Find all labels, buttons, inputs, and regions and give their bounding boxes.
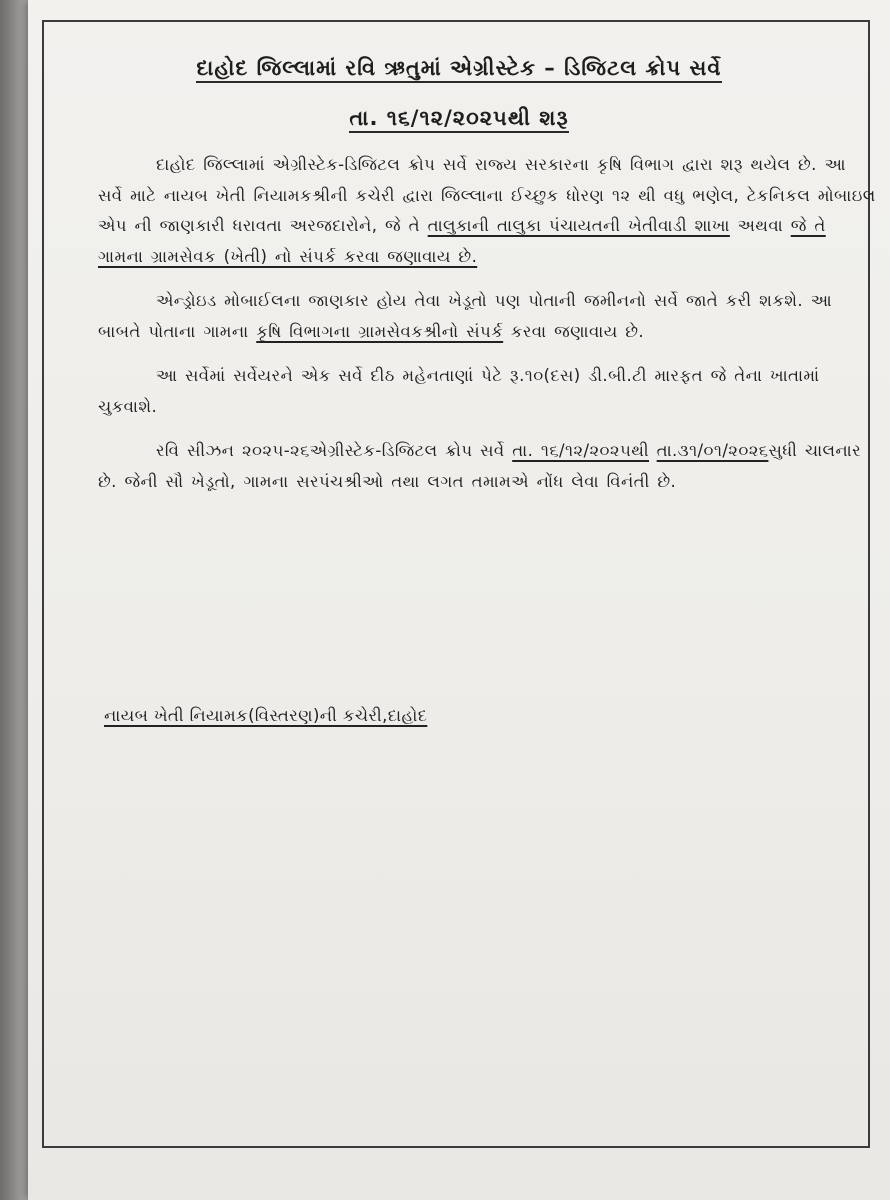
- document-title: [28, 56, 890, 81]
- paper-sheet: [28, 0, 890, 1200]
- p1-underlined-gramsevak: જે તે ગામના ગ્રામસેવક (ખેતી) નો સંપર્ક કરવા જણાવાય છે.: [98, 216, 826, 266]
- document-body: [98, 150, 876, 511]
- p2-text-c: કરવા જણાવાય છે.: [503, 321, 645, 341]
- p1-text-a: દાહોદ જિલ્લામાં એગ્રીસ્ટેક-ડિજિટલ ક્રોપ સર્વે રાજ્ય સરકારના કૃષિ વિભાગ દ્વારા શરૂ થયેલ છે. આ સર્વે માટે નાયબ ખેતી નિયામકશ્રીની કચેરી દ્વારા જિલ્લાના ઈચ્છુક ધોરણ ૧૨ થી વધુ ભણેલ, ટેકનિકલ મોબાઇલ એપ ની જાણકારી ધરાવતા અરજદારોને, જે તે: [98, 155, 876, 235]
- signature-office: નાયબ ખેતી નિયામક(વિસ્તરણ)ની કચેરી,દાહોદ: [104, 706, 428, 725]
- p2-underlined-contact: કૃષિ વિભાગના ગ્રામસેવકશ્રીનો સંપર્ક: [256, 321, 504, 341]
- p4-text-c: [649, 441, 657, 460]
- p4-end-date: તા.૩૧/૦૧/૨૦૨૬: [656, 441, 769, 460]
- document-title-text: દાહોદ જિલ્લામાં રવિ ઋતુમાં એગ્રીસ્ટેક – ડિજિટલ ક્રોપ સર્વે: [196, 56, 721, 83]
- p1-text-c: અથવા: [729, 216, 791, 235]
- document-subtitle: [28, 106, 890, 131]
- p2-text-a: એન્ડ્રોઇડ મોબાઈલના જાણકાર હોય તેવા ખેડૂતો પણ પોતાની જમીનનો સર્વે જાતે કરી શકશે. આ બાબતે પોતાના ગામના: [98, 291, 833, 341]
- document-subtitle-text: તા. ૧૬/૧૨/૨૦૨૫થી શરૂ: [349, 106, 568, 133]
- paragraph-2: [98, 286, 876, 347]
- p4-text-e: સુધી ચાલનાર છે. જેની સૌ ખેડૂતો, ગામના સરપંચશ્રીઓ તથા લગત તમામએ નોંધ લેવા વિનંતી છે.: [98, 441, 862, 491]
- paragraph-3: આ સર્વેમાં સર્વેયરને એક સર્વે દીઠ મહેનતાણાં પેટે રૂ.૧૦(દસ) ડી.બી.ટી મારફત જે તેના ખાતામાં ચુકવાશે.: [98, 366, 820, 416]
- p4-text-a: રવિ સીઝન ૨૦૨૫-૨૬એગ્રીસ્ટેક-ડિજિટલ ક્રોપ સર્વે: [156, 441, 513, 460]
- paragraph-1: [98, 150, 876, 272]
- paragraph-4: [98, 436, 876, 497]
- p4-start-date: તા. ૧૬/૧૨/૨૦૨૫થી: [512, 441, 649, 460]
- p1-underlined-office: તાલુકાની તાલુકા પંચાયતની ખેતીવાડી શાખા: [427, 216, 730, 235]
